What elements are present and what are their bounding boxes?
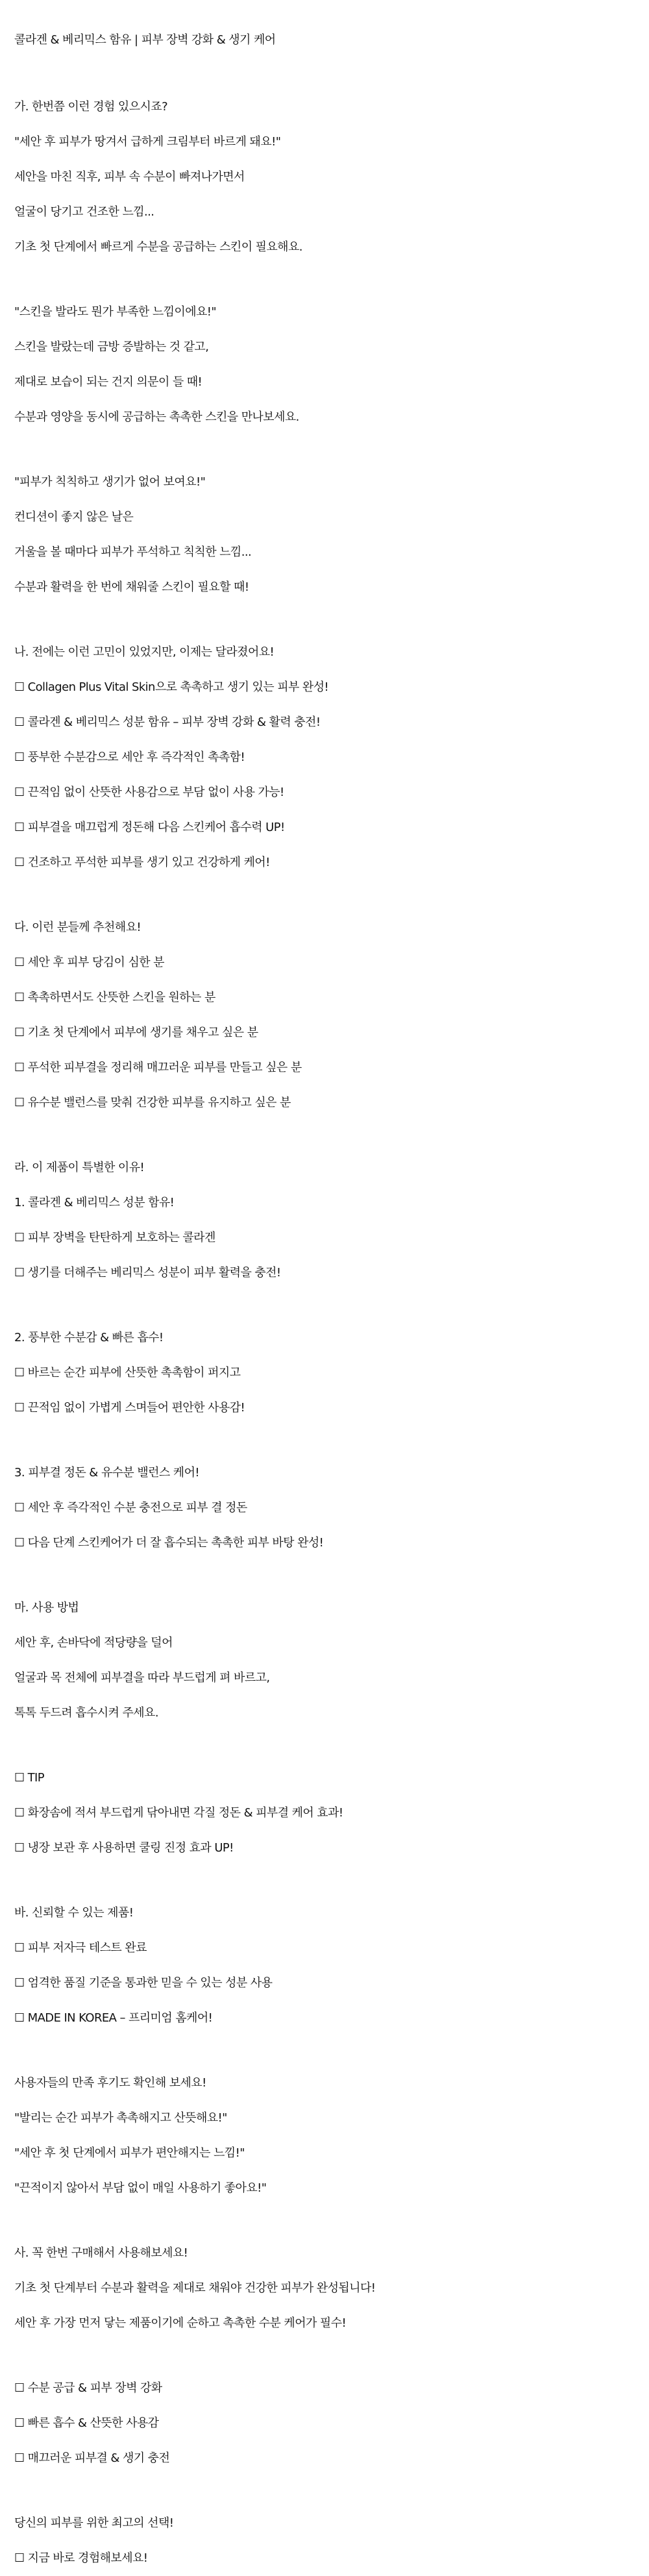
text-line: 세안 후 가장 먼저 닿는 제품이기에 순하고 촉촉한 수분 케어가 필수! — [14, 2316, 347, 2330]
text-section — [14, 1455, 649, 1561]
text-line: ☐ 끈적임 없이 산뜻한 사용감으로 부담 없이 사용 가능! — [14, 786, 284, 799]
text-line: ☐ 다음 단계 스킨케어가 더 잘 흡수되는 촉촉한 피부 바탕 완성! — [14, 1536, 324, 1550]
text-line: ☐ TIP — [14, 1771, 45, 1785]
text-line: ☐ 엄격한 품질 기준을 통과한 믿을 수 있는 성분 사용 — [14, 1976, 273, 1990]
section-spacer — [14, 435, 649, 465]
text-line: ☐ 콜라겐 & 베리믹스 성분 함유 – 피부 장벽 강화 & 활력 충전! — [14, 715, 321, 729]
section-spacer — [14, 1866, 649, 1896]
text-line: 컨디션이 좋지 않은 날은 — [14, 510, 134, 524]
text-line: ☐ 생기를 더해주는 베리믹스 성분이 피부 활력을 충전! — [14, 1266, 281, 1280]
text-line: ☐ 푸석한 피부결을 정리해 매끄러운 피부를 만들고 싶은 분 — [14, 1061, 302, 1074]
text-line: 톡톡 두드려 흡수시켜 주세요. — [14, 1706, 158, 1720]
text-section — [14, 1591, 649, 1731]
text-section — [14, 2236, 649, 2341]
text-line: 마. 사용 방법 — [14, 1601, 79, 1615]
section-spacer — [14, 1291, 649, 1320]
text-line: 기초 첫 단계에서 빠르게 수분을 공급하는 스킨이 필요해요. — [14, 240, 302, 254]
text-line: "끈적이지 않아서 부담 없이 매일 사용하기 좋아요!" — [14, 2181, 267, 2195]
text-line: ☐ 유수분 밸런스를 맞춰 건강한 피부를 유지하고 싶은 분 — [14, 1096, 291, 1109]
text-line: "발리는 순간 피부가 촉촉해지고 산뜻해요!" — [14, 2111, 227, 2125]
text-line: 사. 꼭 한번 구매해서 사용해보세요! — [14, 2246, 188, 2260]
section-spacer — [14, 880, 649, 910]
text-line: 당신의 피부를 위한 최고의 선택! — [14, 2516, 174, 2530]
text-line: 1. 콜라겐 & 베리믹스 성분 함유! — [14, 1196, 175, 1209]
text-line: 수분과 활력을 한 번에 채워줄 스킨이 필요할 때! — [14, 580, 249, 594]
text-line: ☐ 세안 후 즉각적인 수분 충전으로 피부 결 정돈 — [14, 1501, 247, 1515]
text-line: 바. 신뢰할 수 있는 제품! — [14, 1906, 134, 1920]
section-spacer — [14, 1121, 649, 1150]
text-line: 제대로 보습이 되는 건지 의문이 들 때! — [14, 375, 202, 389]
text-line: "피부가 칙칙하고 생기가 없어 보여요!" — [14, 475, 206, 489]
text-line: 세안을 마친 직후, 피부 속 수분이 빠져나가면서 — [14, 170, 245, 184]
text-section — [14, 1896, 649, 2036]
text-line: 거울을 볼 때마다 피부가 푸석하고 칙칙한 느낌... — [14, 545, 252, 559]
text-line: 스킨을 발랐는데 금방 증발하는 것 같고, — [14, 340, 209, 354]
text-line: ☐ Collagen Plus Vital Skin으로 촉촉하고 생기 있는 피부 완성! — [14, 680, 329, 694]
text-line: ☐ 세안 후 피부 당김이 심한 분 — [14, 956, 164, 969]
section-spacer — [14, 1561, 649, 1591]
text-line: 사용자들의 만족 후기도 확인해 보세요! — [14, 2076, 206, 2090]
text-section — [14, 1320, 649, 1426]
text-line: ☐ 피부 장벽을 탄탄하게 보호하는 콜라겐 — [14, 1231, 215, 1245]
text-line: 얼굴이 당기고 건조한 느낌... — [14, 205, 154, 219]
text-line: ☐ 냉장 보관 후 사용하면 쿨링 진정 효과 UP! — [14, 1841, 234, 1855]
text-line: "세안 후 피부가 땅겨서 급하게 크림부터 바르게 돼요!" — [14, 135, 281, 149]
section-spacer — [14, 1731, 649, 1761]
text-line: "세안 후 첫 단계에서 피부가 편안해지는 느낌!" — [14, 2146, 245, 2160]
text-section — [14, 90, 649, 265]
text-line: 2. 풍부한 수분감 & 빠른 흡수! — [14, 1331, 164, 1344]
text-section — [14, 635, 649, 880]
section-spacer — [14, 265, 649, 295]
text-line: 기초 첫 단계부터 수분과 활력을 제대로 채워야 건강한 피부가 완성됩니다! — [14, 2281, 376, 2295]
text-line: 라. 이 제품이 특별한 이유! — [14, 1161, 145, 1174]
text-line: ☐ 끈적임 없이 가볍게 스며들어 편안한 사용감! — [14, 1401, 245, 1415]
text-section — [14, 2066, 649, 2206]
text-line: 3. 피부결 정돈 & 유수분 밸런스 케어! — [14, 1466, 199, 1480]
document-title: 콜라겐 & 베리믹스 함유 | 피부 장벽 강화 & 생기 케어 — [14, 33, 276, 47]
text-line: "스킨을 발라도 뭔가 부족한 느낌이에요!" — [14, 305, 217, 319]
text-line: 얼굴과 목 전체에 피부결을 따라 부드럽게 펴 바르고, — [14, 1671, 270, 1685]
text-line: 수분과 영양을 동시에 공급하는 촉촉한 스킨을 만나보세요. — [14, 410, 299, 424]
text-line: ☐ 기초 첫 단계에서 피부에 생기를 채우고 싶은 분 — [14, 1026, 258, 1039]
text-line: ☐ MADE IN KOREA – 프리미엄 홈케어! — [14, 2011, 213, 2025]
text-line: ☐ 빠른 흡수 & 산뜻한 사용감 — [14, 2416, 159, 2430]
text-line: 다. 이런 분들께 추천해요! — [14, 921, 141, 934]
text-section — [14, 2506, 649, 2576]
section-spacer — [14, 2341, 649, 2371]
text-line: ☐ 매끄러운 피부결 & 생기 충전 — [14, 2451, 170, 2465]
text-line: ☐ 촉촉하면서도 산뜻한 스킨을 원하는 분 — [14, 991, 215, 1004]
text-line: ☐ 바르는 순간 피부에 산뜻한 촉촉함이 퍼지고 — [14, 1366, 241, 1380]
text-section — [14, 465, 649, 605]
section-spacer — [14, 60, 649, 90]
section-spacer — [14, 2476, 649, 2506]
text-line: 나. 전에는 이런 고민이 있었지만, 이제는 달라졌어요! — [14, 645, 275, 659]
text-line: 세안 후, 손바닥에 적당량을 덜어 — [14, 1636, 173, 1650]
text-line: ☐ 화장솜에 적셔 부드럽게 닦아내면 각질 정돈 & 피부결 케어 효과! — [14, 1806, 343, 1820]
document-body — [14, 60, 649, 2576]
section-spacer — [14, 1426, 649, 1455]
text-section — [14, 910, 649, 1121]
text-section — [14, 1150, 649, 1291]
text-line: ☐ 피부 저자극 테스트 완료 — [14, 1941, 147, 1955]
section-spacer — [14, 2036, 649, 2066]
section-spacer — [14, 2206, 649, 2236]
text-line: ☐ 풍부한 수분감으로 세안 후 즉각적인 촉촉함! — [14, 750, 245, 764]
text-line: ☐ 피부결을 매끄럽게 정돈해 다음 스킨케어 흡수력 UP! — [14, 821, 285, 834]
section-spacer — [14, 605, 649, 635]
text-line: ☐ 지금 바로 경험해보세요! — [14, 2551, 148, 2565]
text-line: ☐ 수분 공급 & 피부 장벽 강화 — [14, 2381, 162, 2395]
text-line: 가. 한번쯤 이런 경험 있으시죠? — [14, 100, 168, 114]
text-line: ☐ 건조하고 푸석한 피부를 생기 있고 건강하게 케어! — [14, 856, 270, 869]
text-section — [14, 1761, 649, 1866]
text-section — [14, 295, 649, 435]
text-section — [14, 2371, 649, 2476]
